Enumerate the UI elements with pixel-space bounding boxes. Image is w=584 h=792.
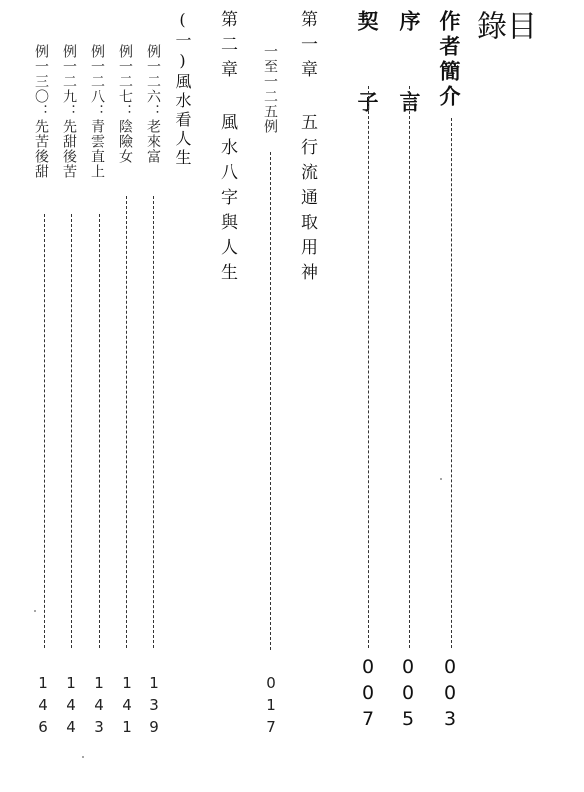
toc-leader <box>368 86 369 648</box>
toc-entry-label: 例一二六：老來富 <box>145 44 161 164</box>
toc-page-number: 143 <box>90 674 108 740</box>
scan-speck <box>34 610 36 612</box>
toc-leader <box>153 196 154 648</box>
toc-leader <box>409 86 410 648</box>
toc-entry-label: 作者簡介 <box>437 10 461 110</box>
toc-leader <box>270 152 271 650</box>
toc-entry-label: 例一二七：陰險女 <box>117 44 133 164</box>
toc-section-label: (一)風水看人生 <box>173 10 192 168</box>
toc-page-number: 146 <box>34 674 52 740</box>
toc-page-number: 144 <box>62 674 80 740</box>
toc-leader <box>44 214 45 648</box>
toc-page-number: 141 <box>118 674 136 740</box>
toc-entry-label: 例一二九：先甜後苦 <box>61 44 77 179</box>
toc-entry-label: 例一二八：青雲直上 <box>89 44 105 179</box>
toc-page-number: 005 <box>397 656 419 734</box>
toc-entry-label: 例一三〇：先苦後甜 <box>33 44 49 179</box>
toc-page-number: 003 <box>439 656 461 734</box>
toc-page-number: 007 <box>357 656 379 734</box>
toc-entry-label: 一至一二五例 <box>262 44 278 134</box>
toc-title: 目 錄 <box>471 10 536 86</box>
toc-chapter-label: 第一章 五行流通取用神 <box>297 10 317 288</box>
toc-chapter-label: 第二章 風水八字與人生 <box>217 10 237 288</box>
scan-speck <box>82 756 84 758</box>
scan-speck <box>440 478 442 480</box>
toc-entry-label: 契 子 <box>355 10 379 130</box>
toc-leader <box>71 214 72 648</box>
toc-leader <box>126 196 127 648</box>
toc-entry-label: 序 言 <box>397 10 421 130</box>
toc-leader <box>451 118 452 648</box>
toc-page-number: 139 <box>145 674 163 740</box>
toc-leader <box>99 214 100 648</box>
toc-page-number: 017 <box>262 674 280 740</box>
